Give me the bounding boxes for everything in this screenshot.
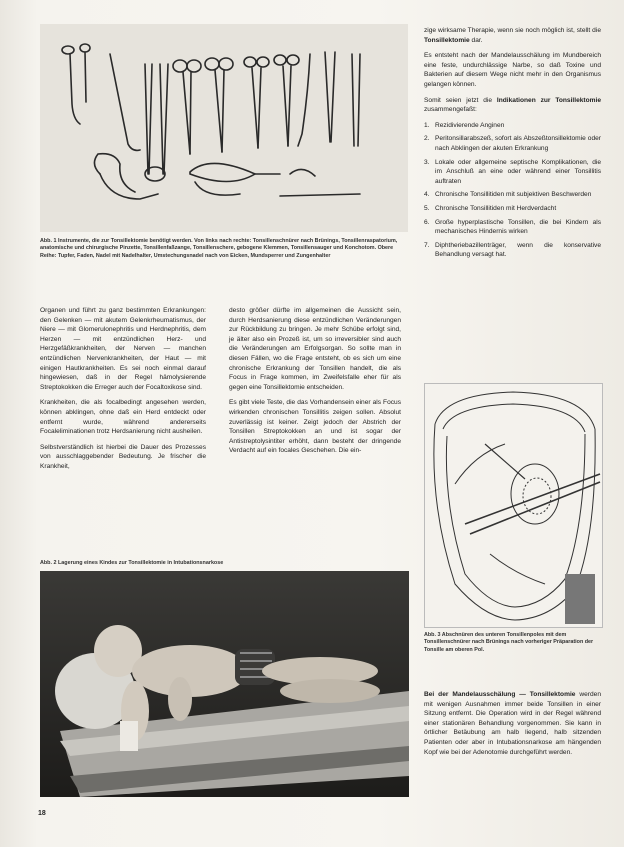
indication-text: Chronische Tonsillitiden mit Herdverdacht (435, 204, 557, 212)
tonsil-snare-drawing (424, 383, 603, 628)
right-paragraph-3 (424, 96, 601, 115)
fig3-label: Abb. 3 (424, 632, 441, 638)
fig3-caption-text: Abschnüren des unteren Tonsillenpoles mit dem Tonsillenschnürer nach Brünings nach vorheriger Präparation der Tonsille am oberen Pol. (424, 632, 594, 653)
fig2-caption (40, 560, 410, 567)
indication-item (424, 241, 601, 260)
child-positioning-photo (40, 571, 409, 797)
right-paragraph-1-bold: Tonsillektomie (424, 36, 470, 44)
instruments-figure (40, 24, 408, 232)
indication-number: 3. (424, 158, 430, 166)
right-paragraph-3-b: zusammengefaßt: (424, 106, 477, 114)
right-paragraph-2: Es entsteht nach der Mandelausschälung im Mundbereich eine feste, undurchlässige Narbe, so daß Toxine und Bakterien auf diesem Wege nicht mehr in den Organismus gelangen können. (424, 52, 601, 88)
indication-text: Rezidivierende Anginen (435, 121, 505, 129)
indication-number: 5. (424, 204, 430, 212)
indication-item (424, 218, 601, 237)
instruments-illustration (40, 24, 408, 232)
right-column-bottom (424, 690, 601, 763)
indication-number: 7. (424, 241, 430, 249)
indication-text: Chronische Tonsillitiden mit subjektiven Beschwerden (435, 191, 592, 199)
fig1-caption-text: Instrumente, die zur Tonsillektomie benötigt werden. Von links nach rechte: Tonsillenschnürer nach Brünings, Tonsillenraspatorium, anatomische und chirurgische Pinzette, Tonsillenfaßzange, Tonsillenschere, gebogene Klemmen, Tonsillensauger und Konchotom. Obere Reihe: Tupfer, Faden, Nadel mit Nadelhalter, Umstechungsnadel nach von Eicken, Mundsperrer und Zungenhalter (40, 238, 398, 259)
indication-text: Große hyperplastische Tonsillen, die bei Kindern als mechanisches Hindernis wirken (435, 218, 601, 236)
page-number: 18 (38, 810, 46, 817)
fig3-caption (424, 632, 601, 654)
right-paragraph-4-text: werden mit wenigen Ausnahmen immer beide Tonsillen in einer Sitzung entfernt. Die Operation wird in der Regel während einer stationären Behandlung vorgenommen. Sie kann in örtlicher Betäubung am halb liegend, halb sitzenden Patienten oder aber in Intubationsnarkose am hängenden Kopf wie bei der Adenotomie durchgeführt werden. (424, 691, 602, 756)
indication-item (424, 190, 601, 200)
indication-number: 1. (424, 121, 430, 129)
child-photo-illustration (40, 571, 409, 797)
left-paragraph-3: Selbstverständlich ist hierbei die Dauer des Prozesses von ausschlaggebender Bedeutung. Je frischer die Krankheit, (40, 443, 206, 470)
left-column (40, 306, 206, 478)
indication-number: 2. (424, 135, 430, 143)
fig2-caption-text: Lagerung eines Kindes zur Tonsillektomie in Intubationsnarkose (57, 560, 224, 566)
indications-list (424, 121, 601, 260)
right-paragraph-1 (424, 26, 601, 45)
indication-number: 4. (424, 191, 430, 199)
indication-text: Lokale oder allgemeine septische Komplikationen, die im Anschluß an eine oder während einer Tonsillitis auftraten (435, 158, 601, 185)
indication-number: 6. (424, 218, 430, 226)
right-paragraph-3-a: Somit seien jetzt die (424, 96, 493, 104)
fig1-label: Abb. 1 (40, 238, 57, 244)
left-paragraph-2: Krankheiten, die als focalbedingt angesehen werden, können abklingen, ohne daß ein Herd entdeckt oder entfernt wurde, während andererseits Focaleliminationen trotz Herdsanierung nicht ausheilen. (40, 399, 206, 436)
indication-item (424, 134, 601, 153)
middle-paragraph-1: desto größer dürfte im allgemeinen die Aussicht sein, durch Herdsanierung diese entzündlichen Veränderungen zur Rückbildung zu bringen. Je mehr Schübe erfolgt sind, je älter also ein Prozeß ist, um so irreversibler sind auch die Veränderungen am Erfolgsorgan. So sollte man in diesen Fällen, wo die Frage entsteht, ob es sich um eine chronische Erkrankung der Tonsillen handelt, die als Focus in Frage kommen, im Zweifelsfalle eher für als gegen eine Tonsillektomie entscheiden. (229, 307, 401, 391)
indication-text: Diphtheriebazillenträger, wenn die konservative Behandlung versagt hat. (435, 241, 601, 259)
fig1-caption (40, 238, 410, 260)
right-paragraph-1-end: dar. (471, 36, 483, 44)
middle-paragraph-2: Es gibt viele Teste, die das Vorhandensein einer als Focus wirkenden chronischen Tonsillitis zeigen sollen. Absolut zuverlässig ist keiner. Zeigt jedoch der Abstrich der Tonsillen Streptokokken an und ist sogar der Antistreptolysintiter erhöht, dann besteht der dringende Verdacht auf ein focales Geschehen. Die ein- (229, 399, 401, 455)
tonsil-illustration (425, 384, 602, 627)
right-paragraph-1-text: zige wirksame Therapie, wenn sie noch möglich ist, stellt die (424, 27, 601, 34)
indication-item (424, 158, 601, 187)
right-paragraph-4-bold: Bei der Mandelausschälung — Tonsillektomie (424, 691, 576, 698)
left-paragraph-1: Organen und führt zu ganz bestimmten Erkrankungen: den Gelenken — mit akutem Gelenkrheumatismus, der Niere — mit Glomerulonephritis und Herdnephritis, dem Herzen — mit entzündlichen Herz- und Herzgefäßkrankheiten, der Nerven — manchen entzündlichen Nervenkrankheiten, der Haut — mit einigen Hautkrankheiten. Es sei noch einmal darauf hingewiesen, daß in der Regel hämolysierende Streptokokken die Erreger auch der Focaltoxikose sind. (40, 307, 206, 391)
indication-item (424, 204, 601, 214)
indication-text: Peritonsillarabszeß, sofort als Abszeßtonsillektomie oder nach Abklingen der akuten Erkrankung (435, 135, 601, 152)
right-paragraph-3-bold: Indikationen zur Tonsillektomie (496, 96, 601, 104)
fig2-label: Abb. 2 (40, 560, 57, 566)
right-column-top (424, 26, 601, 264)
indication-item (424, 121, 601, 131)
middle-column (229, 306, 401, 462)
right-paragraph-4 (424, 690, 601, 757)
